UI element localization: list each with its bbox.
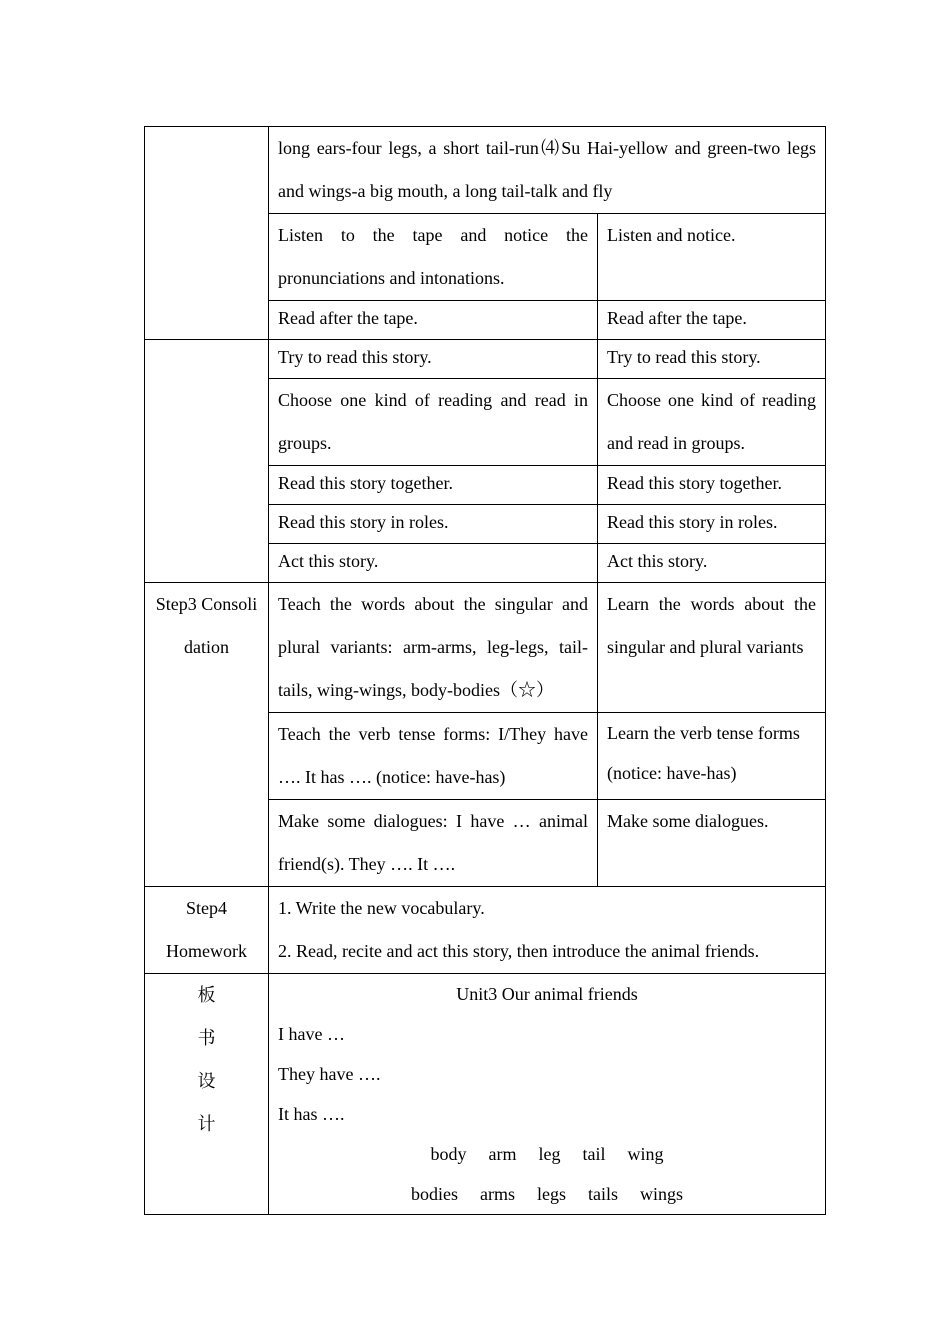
board-line: They have …. (278, 1064, 381, 1084)
plural-word: legs (537, 1184, 566, 1204)
student-activity: Try to read this story. (598, 340, 826, 379)
board-line: It has …. (278, 1104, 345, 1124)
singular-words (278, 1134, 816, 1174)
step4-step: Step4 (185, 898, 227, 918)
plural-word: wings (640, 1184, 684, 1204)
teacher-activity: Read this story together. (269, 466, 598, 505)
student-activity: Read this story together. (598, 466, 826, 505)
story-summary-cell: long ears-four legs, a short tail-run⑷Su Hai-yellow and green-two legs and wings-a big mouth, a long tail-talk and fly (269, 127, 826, 214)
step3-label: Step3 Consolidation (145, 583, 269, 887)
student-activity: Read this story in roles. (598, 505, 826, 544)
singular-word: tail (582, 1144, 606, 1164)
homework-cell (269, 887, 826, 974)
singular-word: leg (538, 1144, 561, 1164)
homework-item-2: 2. Read, recite and act this story, then introduce the animal friends. (278, 941, 760, 961)
singular-word: arm (488, 1144, 517, 1164)
plural-word: tails (588, 1184, 618, 1204)
board-title: Unit3 Our animal friends (456, 984, 638, 1004)
plural-word: bodies (411, 1184, 458, 1204)
plural-word: arms (480, 1184, 515, 1204)
student-activity: Act this story. (598, 544, 826, 583)
step4-name: Homework (166, 941, 247, 961)
student-activity: Read after the tape. (598, 301, 826, 340)
homework-item-1: 1. Write the new vocabulary. (278, 898, 485, 918)
teacher-activity: Listen to the tape and notice the pronunciations and intonations. (269, 214, 598, 301)
student-activity: Learn the verb tense forms (notice: have-has) (598, 713, 826, 800)
step4-label (145, 887, 269, 974)
student-activity: Make some dialogues. (598, 800, 826, 887)
board-design-content (269, 974, 826, 1215)
teacher-activity: Make some dialogues: I have … animal friend(s). They …. It …. (269, 800, 598, 887)
step-label-empty (145, 127, 269, 340)
board-label-char: 计 (197, 1114, 216, 1134)
singular-word: body (430, 1144, 467, 1164)
teacher-activity: Act this story. (269, 544, 598, 583)
teacher-activity: Teach the verb tense forms: I/They have …. It has …. (notice: have-has) (269, 713, 598, 800)
board-line: I have … (278, 1024, 345, 1044)
plural-words (278, 1174, 816, 1214)
student-activity: Learn the words about the singular and plural variants (598, 583, 826, 713)
board-design-label (145, 974, 269, 1215)
board-label-char: 板 (197, 985, 216, 1005)
singular-word: wing (627, 1144, 664, 1164)
teacher-activity: Try to read this story. (269, 340, 598, 379)
teacher-activity: Teach the words about the singular and plural variants: arm-arms, leg-legs, tail-tails, wing-wings, body-bodies（☆） (269, 583, 598, 713)
teacher-activity: Read after the tape. (269, 301, 598, 340)
board-label-char: 设 (197, 1071, 216, 1091)
teacher-activity: Read this story in roles. (269, 505, 598, 544)
student-activity: Listen and notice. (598, 214, 826, 301)
teacher-activity: Choose one kind of reading and read in groups. (269, 379, 598, 466)
lesson-plan-table (144, 126, 826, 1215)
board-label-char: 书 (197, 1028, 216, 1048)
student-activity: Choose one kind of reading and read in groups. (598, 379, 826, 466)
step-label-empty (145, 340, 269, 583)
